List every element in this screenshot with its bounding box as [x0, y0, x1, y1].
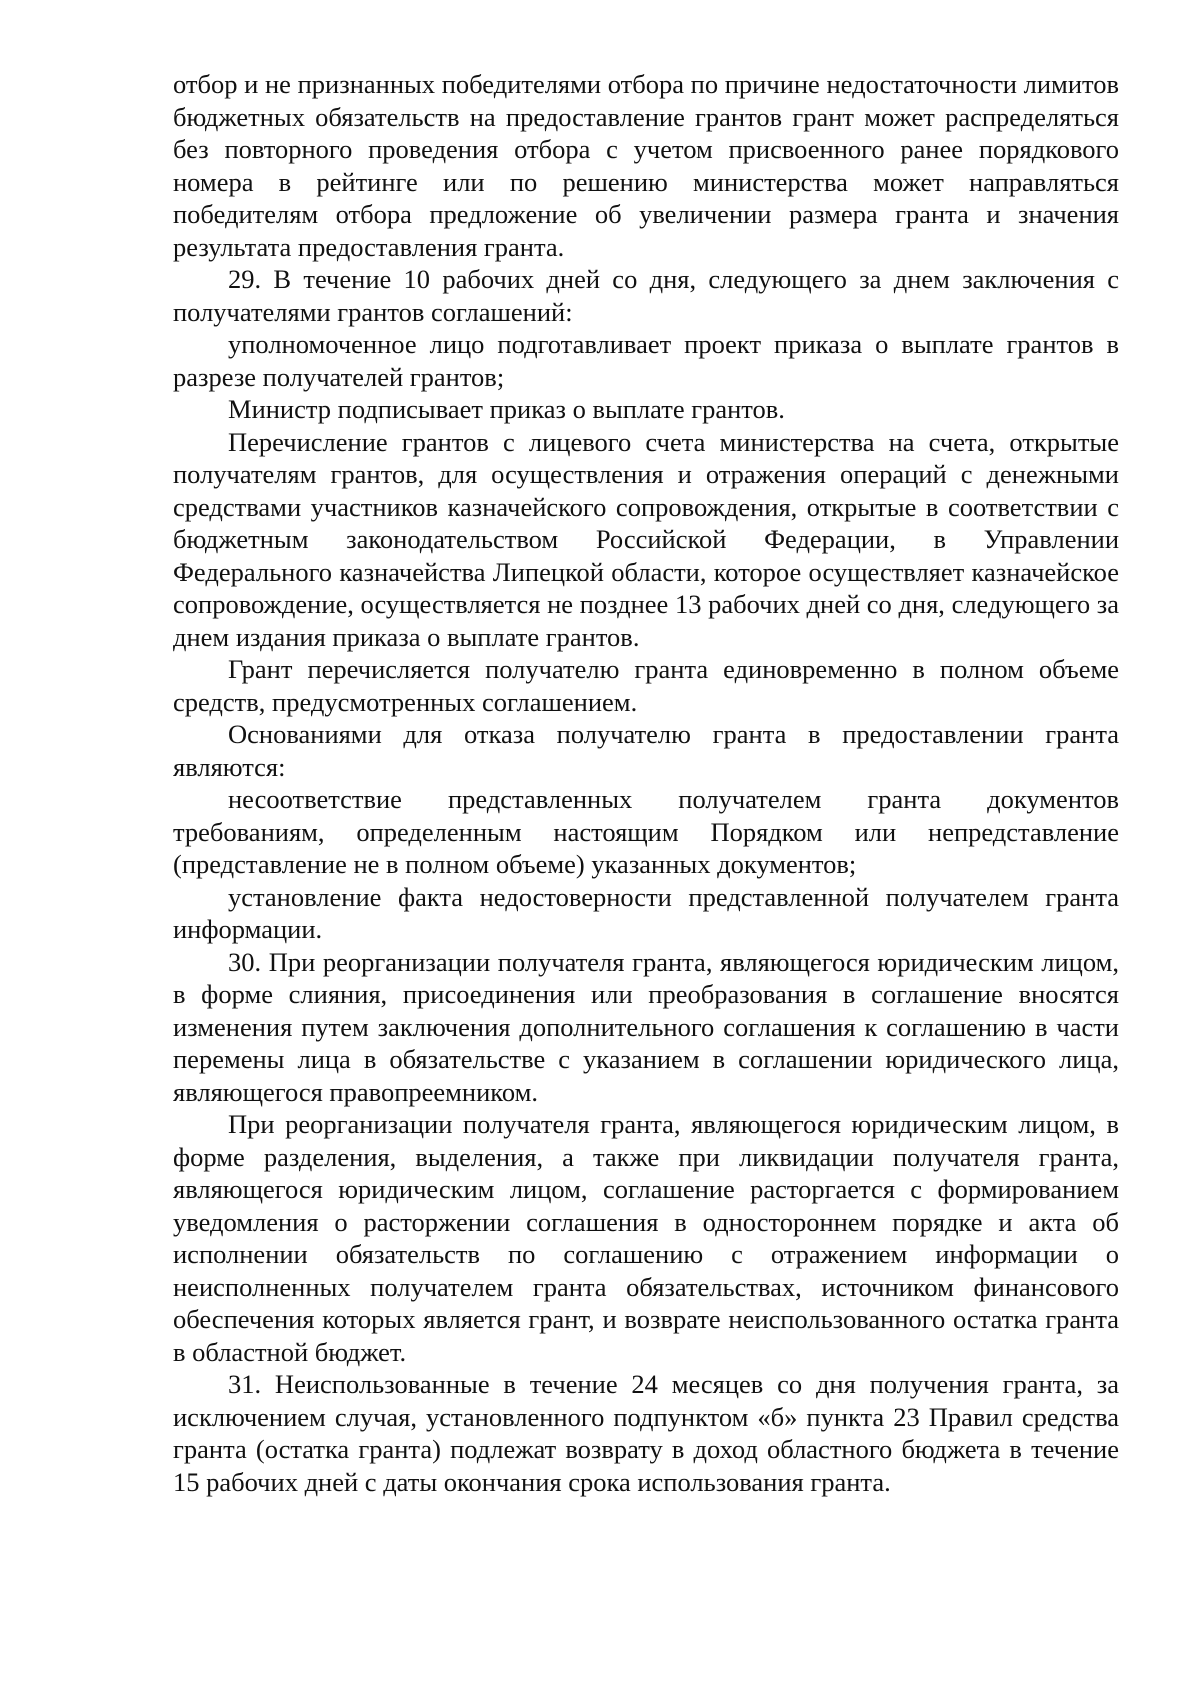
paragraph-authorized-person: уполномоченное лицо подготавливает проект приказа о выплате грантов в разрезе получателей грантов; — [173, 329, 1119, 392]
paragraph-clause-31: 31. Неиспользованные в течение 24 месяцев со дня получения гранта, за исключением случая, установленного подпунктом «б» пункта 23 Правил средства гранта (остатка гранта) подлежат возврату в доход областного бюджета в течение 15 рабочих дней с даты окончания срока использования гранта. — [173, 1369, 1119, 1497]
paragraph-refusal-grounds: Основаниями для отказа получателю гранта в предоставлении гранта являются: — [173, 719, 1119, 782]
paragraph-transfer-of-grants: Перечисление грантов с лицевого счета министерства на счета, открытые получателям грантов, для осуществления и отражения операций с денежными средствами участников казначейского сопровождения, открытые в соответствии с бюджетным законодательством Российской Федерации, в Управлении Федерального казначейства Липецкой области, которое осуществляет казначейское сопровождение, осуществляется не позднее 13 рабочих дней со дня, следующего за днем издания приказа о выплате грантов. — [173, 426, 1119, 652]
paragraph-noncompliance: несоответствие представленных получателем гранта документов требованиям, определенным настоящим Порядком или непредставление (представление не в полном объеме) указанных документов; — [173, 784, 1119, 879]
paragraph-clause-30: 30. При реорганизации получателя гранта, являющегося юридическим лицом, в форме слияния, присоединения или преобразования в соглашение вносятся изменения путем заключения дополнительного соглашения к соглашению в части перемены лица в обязательстве с указанием в соглашении юридического лица, являющегося правопреемником. — [173, 946, 1119, 1107]
paragraph-reorganization-division: При реорганизации получателя гранта, являющегося юридическим лицом, в форме разделения, выделения, а также при ликвидации получателя гранта, являющегося юридическим лицом, соглашение расторгается с формированием уведомления о расторжении соглашения в одностороннем порядке и акта об исполнении обязательств по соглашению с отражением информации о неисполненных получателем гранта обязательствах, источником финансового обеспечения которых является грант, и возврате неиспользованного остатка гранта в областной бюджет. — [173, 1109, 1119, 1367]
paragraph-minister-signs: Министр подписывает приказ о выплате грантов. — [228, 394, 785, 424]
paragraph-grant-transferred: Грант перечисляется получателю гранта единовременно в полном объеме средств, предусмотренных соглашением. — [173, 654, 1119, 717]
paragraph-continuation: отбор и не признанных победителями отбора по причине недостаточности лимитов бюджетных обязательств на предоставление грантов грант может распределяться без повторного проведения отбора с учетом присвоенного ранее порядкового номера в рейтинге или по решению министерства может направляться победителям отбора предложение об увеличении размера гранта и значения результата предоставления гранта. — [173, 69, 1119, 262]
paragraph-clause-29: 29. В течение 10 рабочих дней со дня, следующего за днем заключения с получателями грантов соглашений: — [173, 264, 1119, 327]
paragraph-unreliable-info: установление факта недостоверности представленной получателем гранта информации. — [173, 881, 1119, 944]
document-body — [173, 68, 1119, 1498]
